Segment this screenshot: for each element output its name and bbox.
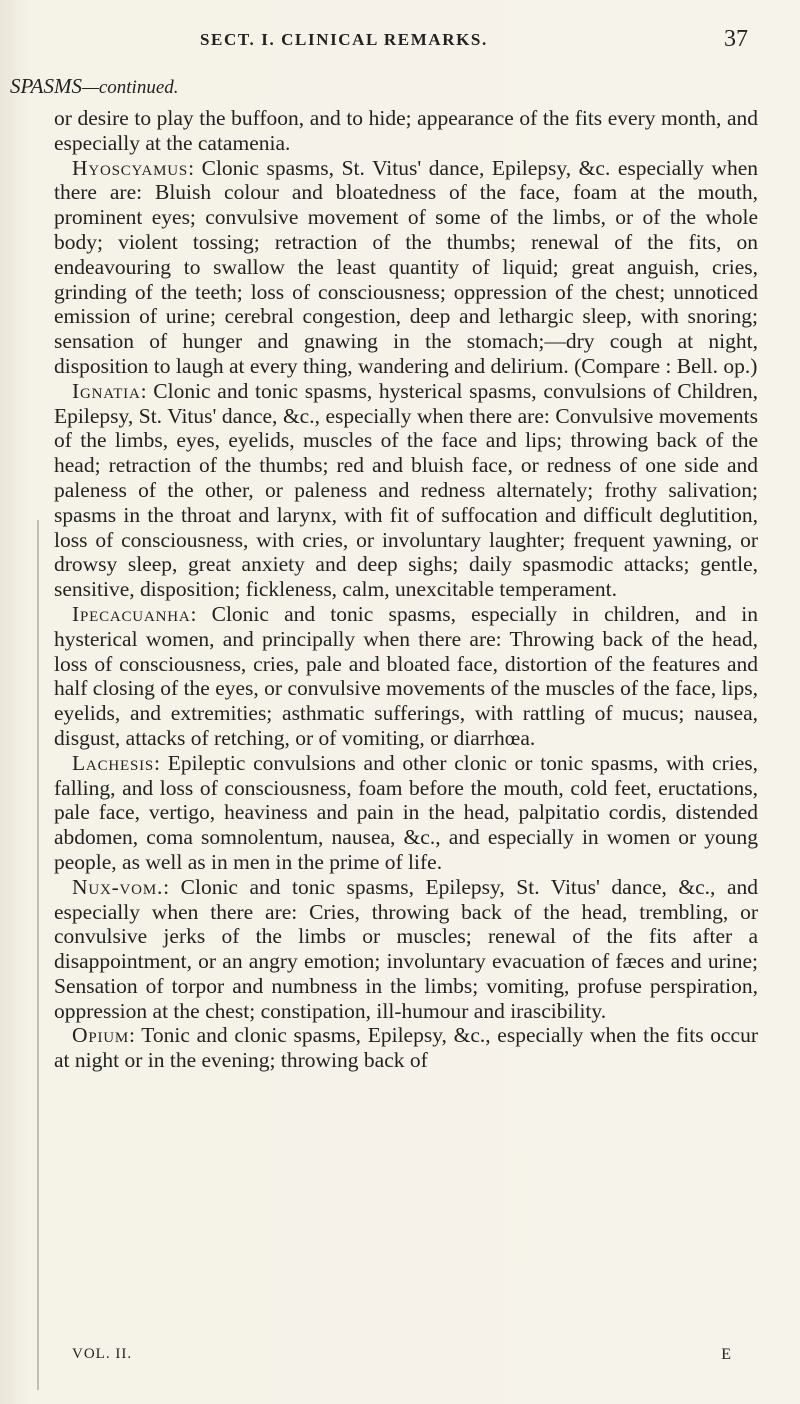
- paragraph-continuation: [54, 106, 758, 156]
- paragraph-hyoscyamus: [54, 156, 758, 379]
- paragraph-text: : Clonic and tonic spasms, hysterical spasms, convulsions of Children, Epilepsy, St. Vitus' dance, &c., especially when there are: Convulsive movements of the limbs, eyes, eyelids, muscles of the face and lips; throwing back of the head; retraction of the thumbs; red and bluish face, or redness of one side and paleness of the other, or paleness and redness alternately; frothy salivation; spasms in the throat and larynx, with fit of suffocation and difficult deglutition, loss of consciousness, with cries, or involuntary laughter; frequent yawning, or drowsy sleep, great anxiety and deep sighs; daily spasmodic attacks; gentle, sensitive, disposition; fickleness, calm, unexcitable temperament.: [54, 378, 758, 602]
- paragraph-nux-vom: [54, 875, 758, 1024]
- paragraph-text: : Epileptic convulsions and other clonic or tonic spasms, with cries, falling, and loss of consciousness, foam before the mouth, cold feet, eructations, pale face, vertigo, heaviness and pain in the head, palpitatio cordis, distended abdomen, coma somnolentum, nausea, &c., and especially in women or young people, as well as in men in the prime of life.: [54, 750, 758, 874]
- paragraph-text: : Clonic and tonic spasms, especially in children, and in hysterical women, and principally when there are: Throwing back of the head, loss of consciousness, cries, pale and bloated face, distortion of the features and half closing of the eyes, or convulsive movements of the muscles of the face, lips, eyelids, and extremities; asthmatic sufferings, with rattling of mucus; nausea, disgust, attacks of retching, or of vomiting, or diarrhœa.: [54, 601, 758, 750]
- paragraph-lachesis: [54, 751, 758, 875]
- remedy-name: Nux-vom.: [72, 874, 164, 899]
- paragraph-ipecacuanha: [54, 602, 758, 751]
- running-head: SECT. I. CLINICAL REMARKS.: [200, 30, 488, 49]
- paragraph-text: : Tonic and clonic spasms, Epilepsy, &c., especially when the fits occur at night or in the evening; throwing back of: [54, 1023, 758, 1073]
- remedy-name: Ipecacuanha: [72, 601, 191, 626]
- paragraph-text: : Clonic and tonic spasms, Epilepsy, St. Vitus' dance, &c., and especially when there are: Cries, throwing back of the head, trembling, or convulsive jerks of the limbs or muscles; renewal of the fits after a disappointment, or an angry emotion; involuntary evacuation of fæces and urine; Sensation of torpor and numbness in the limbs; vomiting, profuse perspiration, oppression at the chest; constipation, ill-humour and irascibility.: [54, 874, 758, 1023]
- paragraph-text: : Clonic spasms, St. Vitus' dance, Epilepsy, &c. especially when there are: Bluish colour and bloatedness of the face, foam at the mouth, prominent eyes; convulsive movement of some of the limbs, or of the whole body; violent tossing; retraction of the thumbs; renewal of the fits, on endeavouring to swallow the least quantity of liquid; great anguish, cries, grinding of the teeth; loss of consciousness; oppression of the chest; unnoticed emission of urine; cerebral congestion, deep and lethargic sleep, with snoring; sensation of hunger and gnawing in the stomach;—dry cough at night, disposition to laugh at every thing, wandering and delirium. (Compare : Bell. op.): [54, 155, 758, 378]
- remedy-name: Ignatia: [72, 378, 141, 403]
- body-text: [54, 106, 758, 1073]
- volume-label: VOL. II.: [72, 1346, 133, 1362]
- remedy-name: Hyoscyamus: [72, 155, 189, 180]
- section-title: [10, 74, 179, 99]
- paragraph-opium: [54, 1023, 758, 1073]
- signature-mark: E: [721, 1346, 732, 1363]
- margin-rule: [37, 520, 39, 1390]
- paragraph-ignatia: [54, 379, 758, 602]
- section-title-cont: —continued.: [81, 77, 179, 98]
- remedy-name: Opium: [72, 1023, 130, 1048]
- page-footer: [72, 1346, 732, 1363]
- page-number: 37: [724, 26, 748, 52]
- paragraph-text: or desire to play the buffoon, and to hide; appearance of the fits every month, and especially at the catamenia.: [54, 106, 758, 155]
- section-title-main: SPASMS: [10, 74, 82, 98]
- remedy-name: Lachesis: [72, 750, 155, 775]
